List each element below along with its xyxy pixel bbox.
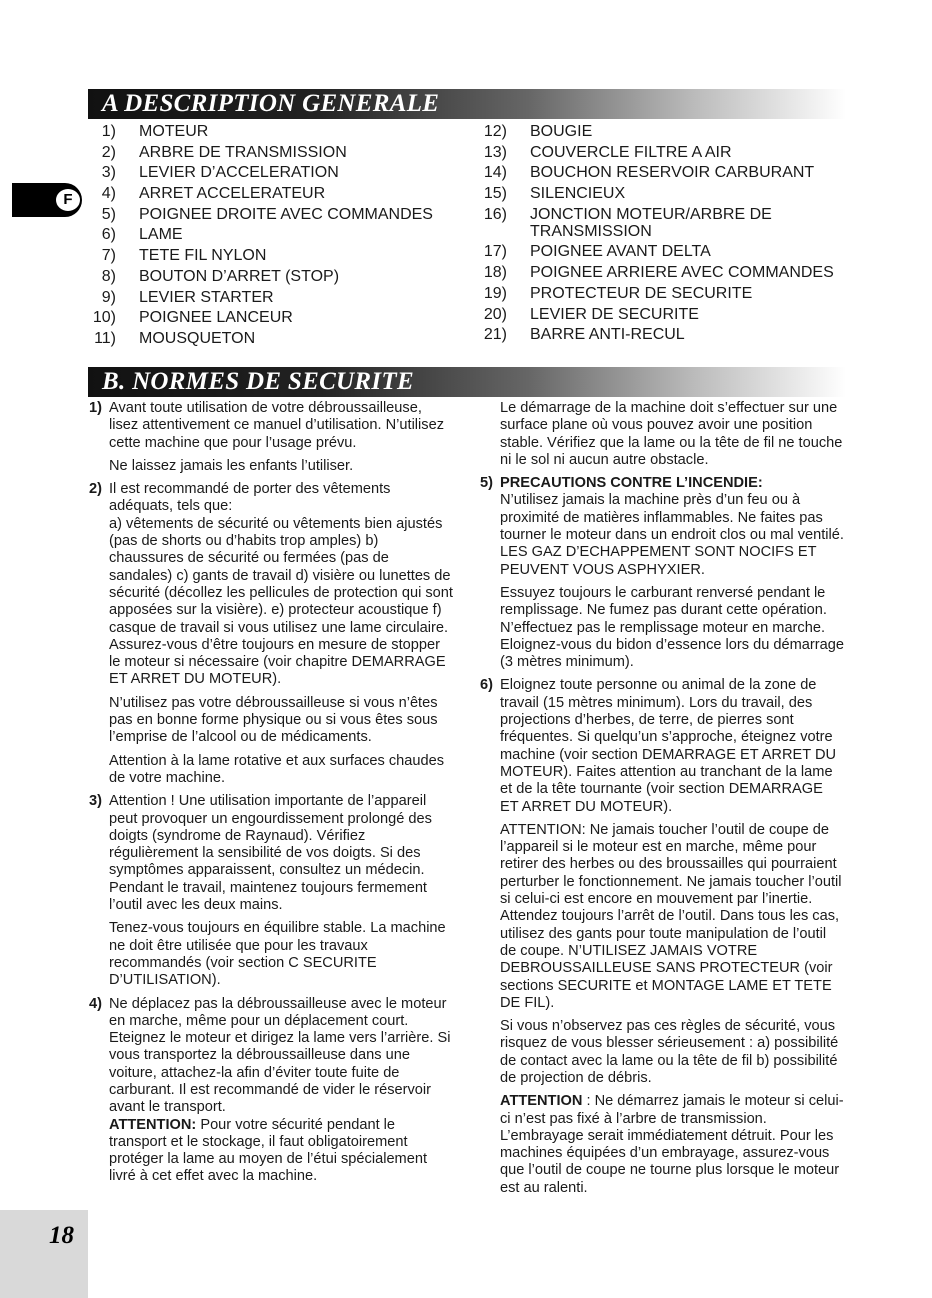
part-list-item [76,144,456,161]
part-label: SILENCIEUX [530,185,626,203]
item-paragraph: a) vêtements de sécurité ou vêtements bien ajustés (pas de shorts ou d’habits trop amples) b) chaussures de sécurité ou fermées (pas de sandales) c) gants de travail d) visière ou lunettes de sécurité (décollez les pellicules de protection qui sont apposées sur la visière). e) protecteur acoustique f) casque de travail si vous utilisez une lame circulaire. Assurez-vous d’être toujours en mesure de stopper le moteur si nécessaire (voir chapitre DEMARRAGE ET ARRET DU MOTEUR). [109,515,453,688]
item-text: Ne déplacez pas la débroussailleuse avec le moteur en marche, même pour un déplacement court. Eteignez le moteur et dirigez la lame vers l’arrière. Si vous transportez la débroussailleuse dans une voiture, attachez-la afin d’éviter toute fuite de carburant. Il est recommandé de vider le réservoir avant le transport. [109,995,451,1116]
part-label: PROTECTEUR DE SECURITE [530,284,753,302]
part-list-item [467,123,847,140]
part-list-item [467,206,847,240]
part-list-item [76,247,456,264]
item-number: 1) [89,400,102,416]
safety-item-6 [480,677,844,1197]
item-paragraph [480,1093,844,1197]
item-text: Eloignez toute personne ou animal de la zone de travail (15 mètres minimum). Lors du travail, des projections d’herbes, de terre, de pierres sont fréquentes. Si quelqu’un s’approche, éteignez votre machine (voir section DEMARRAGE ET ARRET DU MOTEUR). Faites attention au tranchant de la lame et de la tête tournante (voir section DEMARRAGE ET ARRET DU MOTEUR). [500,677,837,815]
part-list-item [76,226,456,243]
item-heading: PRECAUTIONS CONTRE L’INCENDIE: [500,475,763,492]
part-label: BARRE ANTI-RECUL [530,326,685,344]
item-number: 5) [480,475,493,492]
part-number: 12) [483,123,507,140]
part-list-item [76,123,456,140]
part-number: 4) [101,185,116,203]
part-number: 18) [483,264,507,282]
language-tab [12,183,82,217]
section-a-title: A DESCRIPTION GENERALE [102,90,440,117]
part-list-item [467,306,847,323]
part-label: JONCTION MOTEUR/ARBRE DE TRANSMISSION [530,205,772,240]
part-number: 6) [101,226,116,244]
part-number: 11) [94,329,116,347]
part-label: LEVIER STARTER [139,288,274,306]
part-number: 19) [483,284,507,302]
safety-column-left [89,400,453,1192]
parts-list-right [467,123,847,347]
part-label: POIGNEE LANCEUR [139,309,293,327]
item-number: 6) [480,677,493,694]
part-label: POIGNEE AVANT DELTA [530,243,711,261]
part-number: 20) [483,305,507,323]
part-list-item [467,144,847,161]
part-list-item [76,330,456,347]
part-list-item [76,206,456,223]
item-paragraph: Essuyez toujours le carburant renversé pendant le remplissage. Ne fumez pas durant cette opération. N’effectuez pas le remplissage moteur en marche. Eloignez-vous du bidon d’essence lors du démarrage (3 mètres minimum). [500,584,844,671]
part-label: LAME [139,226,183,244]
item-paragraph: N’utilisez pas votre débroussailleuse si vous n’êtes pas en bonne forme physique ou si vous êtes sous l’emprise de l’alcool ou de médicaments. [109,694,438,746]
part-list-item [76,268,456,285]
page-number: 18 [49,1222,74,1249]
item-text: Il est recommandé de porter des vêtements adéquats, tels que: [109,481,391,515]
part-list-item [76,164,456,181]
safety-item-2 [89,481,453,787]
part-number: 16) [483,205,507,223]
item-paragraph: N’utilisez jamais la machine près d’un feu ou à proximité de matières inflammables. Ne faites pas tourner le moteur dans un endroit clos ou mal ventilé. LES GAZ D’ECHAPPEMENT SONT NOCIFS ET PEUVENT VOUS ASPHYXIER. [500,492,844,578]
safety-column-right [480,400,844,1203]
part-number: 15) [483,185,507,203]
attention-text: Pour votre sécurité pendant le transport et le stockage, il faut obligatoirement protéger la lame au moyen de l’étui spécialement livré à cet effet avec la machine. [109,1116,427,1185]
item-number: 2) [89,481,102,498]
part-number: 13) [483,143,507,161]
item-paragraph: Si vous n’observez pas ces règles de sécurité, vous risquez de vous blesser sérieusement : a) possibilité de contact avec la lame ou la tête de fil b) possibilité de projection de débris. [500,1018,839,1086]
safety-item-3 [89,793,453,989]
attention-label: ATTENTION: [109,1116,197,1133]
part-number: 14) [483,164,507,182]
attention-label: ATTENTION [500,1093,583,1110]
part-number: 9) [101,288,116,306]
part-number: 7) [101,247,116,265]
part-list-item [76,289,456,306]
item-paragraph: ATTENTION: Ne jamais toucher l’outil de coupe de l’appareil si le moteur est en marche, même pour retirer des herbes ou des broussailles qui pourraient perturber le fonctionnement. Ne jamais toucher l’outil si celui-ci est encore en mouvement par l’inertie. Attendez toujours l’arrêt de l’outil. Dans tous les cas, utilisez des gants pour toute manipulation de l’outil de coupe. N’UTILISEZ JAMAIS VOTRE DEBROUSSAILLEUSE SANS PROTECTEUR (voir sections SECURITE et MONTAGE LAME ET TETE DE FIL). [500,821,842,1011]
part-label: BOUTON D’ARRET (STOP) [139,267,340,285]
part-label: LEVIER D’ACCELERATION [139,164,339,182]
part-number: 10) [92,309,116,327]
part-number: 1) [101,123,116,140]
part-number: 17) [483,243,507,261]
part-label: POIGNEE ARRIERE AVEC COMMANDES [530,264,834,282]
item-text: Attention ! Une utilisation importante de l’appareil peut provoquer un engourdissement prolongé des doigts (syndrome de Raynaud). Vérifiez régulièrement la sensibilité de vos doigts. Si des symptômes apparaissent, consultez un médecin. Pendant le travail, maintenez toujours fermement l’outil avec les deux mains. [109,793,432,914]
parts-list-left [76,123,456,351]
part-list-item [467,243,847,260]
part-list-item [467,285,847,302]
item-number: 4) [89,995,102,1012]
section-b-title: B. NORMES DE SECURITE [102,368,414,395]
safety-item-1 [89,400,453,475]
part-label: BOUGIE [530,123,593,140]
part-list-item [467,164,847,181]
attention-text: : Ne démarrez jamais le moteur si celui-ci n’est pas fixé à l’arbre de transmission. L’embrayage serait immédiatement détruit. Pour les machines équipées d’un embrayage, assurez-vous que l’outil de coupe ne tourne plus lorsque le moteur est au ralenti. [500,1093,844,1196]
part-label: TETE FIL NYLON [139,247,267,265]
item-paragraph: Ne laissez jamais les enfants l’utiliser. [109,457,354,474]
part-number: 3) [101,164,116,182]
item-4-continuation: Le démarrage de la machine doit s’effectuer sur une surface plane où vous pouvez avoir une position stable. Vérifiez que la lame ou la tête de fil ne touche ni le sol ni aucun autre obstacle. [500,400,843,468]
part-label: ARRET ACCELERATEUR [139,185,326,203]
part-label: BOUCHON RESERVOIR CARBURANT [530,164,815,182]
part-number: 21) [483,326,507,344]
safety-item-4 [89,996,453,1186]
item-paragraph: Tenez-vous toujours en équilibre stable. La machine ne doit être utilisée que pour les travaux recommandés (voir section C SECURITE D’UTILISATION). [109,920,446,989]
safety-item-5 [480,475,844,671]
part-list-item [76,185,456,202]
part-list-item [467,264,847,281]
part-number: 2) [101,143,116,161]
page-number-box [0,1210,88,1298]
part-label: MOTEUR [139,123,209,140]
part-list-item [467,185,847,202]
item-text: Avant toute utilisation de votre débroussailleuse, lisez attentivement ce manuel d’utilisation. N’utilisez cette machine que pour l’usage prévu. [109,400,445,451]
part-label: MOUSQUETON [139,329,256,347]
part-label: POIGNEE DROITE AVEC COMMANDES [139,205,433,223]
part-number: 5) [101,205,116,223]
part-number: 8) [101,267,116,285]
part-label: LEVIER DE SECURITE [530,305,699,323]
part-list-item [467,326,847,343]
item-number: 3) [89,793,102,810]
part-label: ARBRE DE TRANSMISSION [139,143,347,161]
section-a-banner [88,89,846,119]
section-b-banner [88,367,846,397]
item-paragraph [89,1117,453,1186]
language-tab-label: F [56,189,80,211]
part-list-item [76,309,456,326]
item-paragraph: Attention à la lame rotative et aux surfaces chaudes de votre machine. [109,752,445,786]
part-label: COUVERCLE FILTRE A AIR [530,143,732,161]
